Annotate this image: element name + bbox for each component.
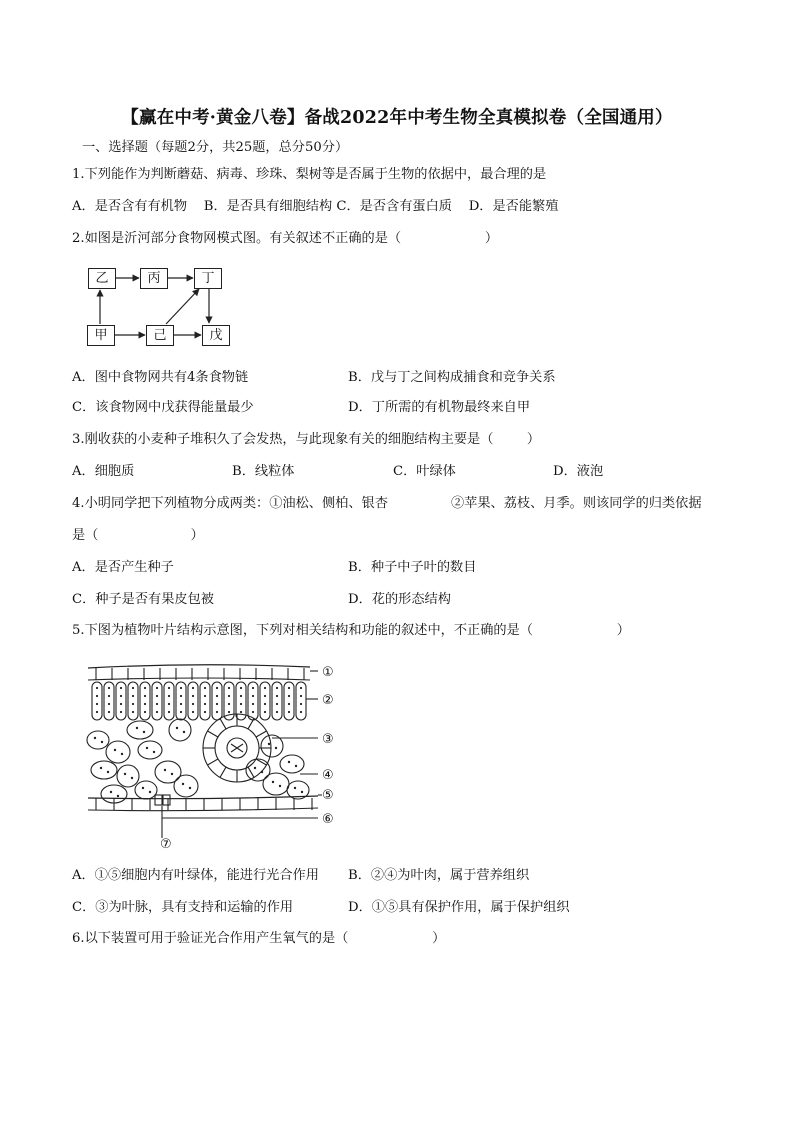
leaf-label-1: ① — [322, 665, 334, 680]
node-bing: 丙 — [140, 268, 168, 289]
q4-option-d: D．花的形态结构 — [348, 592, 451, 607]
q3-option-b: B．线粒体 — [232, 464, 295, 479]
leaf-label-4: ④ — [322, 768, 334, 783]
node-ding: 丁 — [194, 268, 222, 289]
leaf-label-6: ⑥ — [322, 812, 334, 827]
q5-option-a: A．①⑤细胞内有叶绿体，能进行光合作用 — [72, 868, 319, 883]
q1-options: A．是否含有有机物 B．是否具有细胞结构 C．是否含有蛋白质 D．是否能繁殖 — [72, 199, 559, 214]
q4-option-a: A．是否产生种子 — [72, 560, 174, 575]
section-heading: 一、选择题（每题2分，共25题，总分50分） — [82, 140, 349, 155]
q3-option-a: A．细胞质 — [72, 464, 135, 479]
q2-option-b: B．戊与丁之间构成捕食和竞争关系 — [348, 370, 556, 385]
q4-option-b: B．种子中子叶的数目 — [348, 560, 477, 575]
q2-option-c: C．该食物网中戊获得能量最少 — [72, 400, 254, 415]
node-ji: 己 — [146, 325, 174, 346]
q3-option-c: C．叶绿体 — [393, 464, 456, 479]
leaf-label-3: ③ — [322, 732, 334, 747]
q4-stem-part2: ②苹果、荔枝、月季。则该同学的归类依据 — [451, 496, 702, 511]
q5-option-d: D．①⑤具有保护作用，属于保护组织 — [348, 900, 570, 915]
q3-option-d: D．液泡 — [553, 464, 604, 479]
q4-option-c: C．种子是否有果皮包被 — [72, 592, 214, 607]
page-title: 【赢在中考·黄金八卷】备战2022年中考生物全真模拟卷（全国通用） — [121, 108, 673, 128]
q4-stem-line2: 是（ ） — [72, 528, 204, 543]
q6-stem: 6.以下装置可用于验证光合作用产生氧气的是（ ） — [72, 931, 446, 946]
q5-stem: 5.下图为植物叶片结构示意图，下列对相关结构和功能的叙述中，不正确的是（ ） — [72, 623, 630, 638]
q4-stem-part1: 4.小明同学把下列植物分成两类：①油松、侧柏、银杏 — [72, 496, 388, 511]
q2-stem: 2.如图是沂河部分食物网模式图。有关叙述不正确的是（ ） — [72, 231, 499, 246]
node-jia: 甲 — [87, 325, 115, 346]
q5-option-c: C．③为叶脉，具有支持和运输的作用 — [72, 900, 294, 915]
leaf-label-2: ② — [322, 693, 334, 708]
node-wu: 戊 — [202, 325, 230, 346]
leaf-label-5: ⑤ — [322, 788, 334, 803]
leaf-label-7: ⑦ — [160, 837, 172, 852]
q5-option-b: B．②④为叶肉，属于营养组织 — [348, 868, 530, 883]
q3-stem: 3.刚收获的小麦种子堆积久了会发热，与此现象有关的细胞结构主要是（ ） — [72, 432, 541, 447]
q2-option-a: A．图中食物网共有4条食物链 — [72, 370, 249, 385]
node-yi: 乙 — [88, 268, 116, 289]
q1-stem: 1.下列能作为判断蘑菇、病毒、珍珠、梨树等是否属于生物的依据中，最合理的是 — [72, 167, 547, 182]
q2-option-d: D．丁所需的有机物最终来自甲 — [348, 400, 531, 415]
